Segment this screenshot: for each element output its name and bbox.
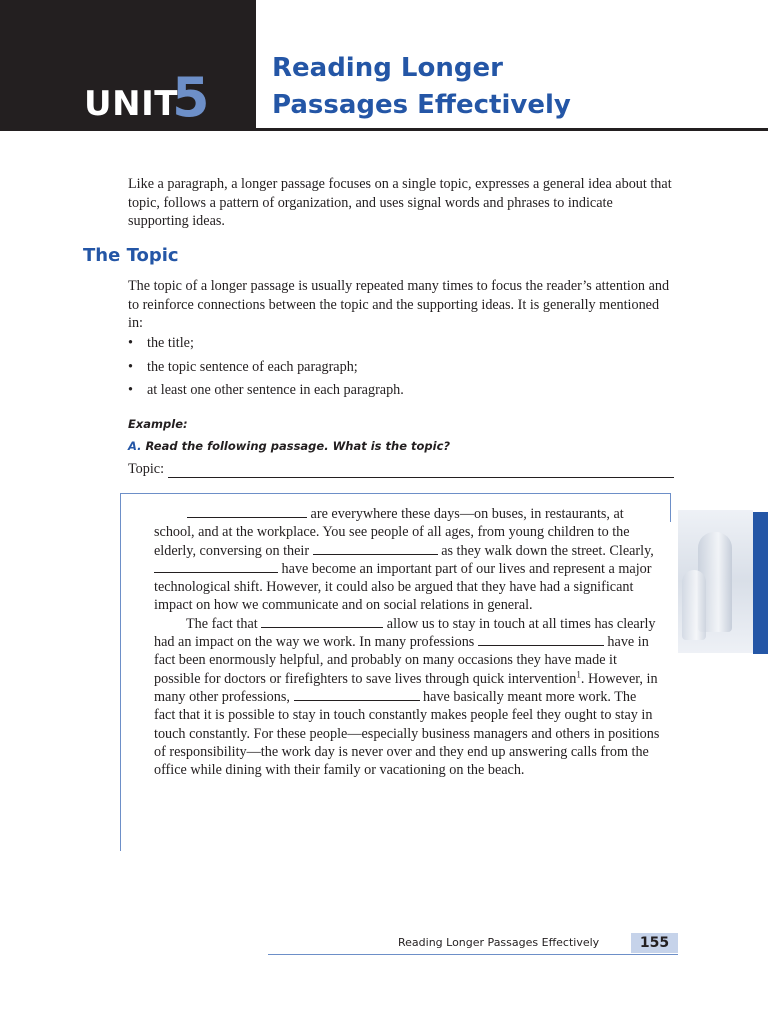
topic-paragraph: The topic of a longer passage is usually repeated many times to focus the reader’s attention and to reinforce connections between the topic and the supporting ideas. It is generally mentioned in: [128, 278, 670, 331]
list-item: • at least one other sentence in each paragraph. [128, 382, 404, 398]
chess-piece [682, 570, 706, 640]
passage-blank[interactable] [478, 633, 604, 646]
topic-blank[interactable] [168, 463, 674, 478]
passage-blank[interactable] [154, 560, 278, 573]
passage-paragraph-1: are everywhere these days—on buses, in restaurants, at school, and at the workplace. You see people of all ages, from young children to the elderly, conversing on their as they walk down the street. Clearly, have become an important part of our lives and represent a major technological shift. However, it could also be argued that they have had a significant impact on how we communicate and on social relations in general. [154, 506, 654, 614]
topic-bullet-list [128, 334, 676, 405]
passage-blank[interactable] [313, 542, 438, 555]
footnote-marker: 1 [576, 668, 581, 679]
example-label: Example: [128, 417, 188, 431]
unit-header-block [0, 0, 256, 131]
page-title [272, 50, 571, 124]
list-item: • the title; [128, 335, 194, 351]
bullet-dot-icon: • [128, 335, 133, 351]
side-tab [753, 512, 768, 654]
bullet-dot-icon: • [128, 358, 133, 375]
exercise-instruction-text: Read the following passage. What is the topic? [145, 439, 451, 453]
unit-number: 5 [172, 66, 210, 129]
footer-rule [268, 954, 678, 955]
title-rule [256, 128, 768, 131]
passage-blank[interactable] [187, 505, 307, 518]
page-number: 155 [631, 933, 678, 953]
intro-paragraph: Like a paragraph, a longer passage focuses on a single topic, expresses a general idea about that topic, follows a pattern of organization, and uses signal words and phrases to indicate supporting ideas. [128, 176, 672, 229]
passage-blank[interactable] [294, 688, 420, 701]
exercise-instruction [128, 439, 450, 453]
running-footer-title: Reading Longer Passages Effectively [398, 936, 600, 949]
page-title-line-2: Passages Effectively [272, 90, 571, 120]
unit-label: UNIT [84, 84, 178, 124]
exercise-letter: A. [128, 439, 142, 453]
passage-blank[interactable] [261, 615, 383, 628]
passage-paragraph-2: The fact that allow us to stay in touch at all times has clearly had an impact on the way we work. In many professions have in fact been enormously helpful, and probably on many occasions they have made it possible for doctors or firefighters to save lives through quick intervention$^1$. However, in many other professions, have basically meant more work. The fact that it is possible to stay in touch constantly makes people feel they ought to stay in touch constantly. For these people—especially business managers and others in positions of responsibility—the work day is never over and they end up answering calls from the office while dining with their family or vacationing on the beach. [154, 615, 660, 779]
topic-label: Topic: [128, 461, 165, 477]
reading-passage [154, 505, 660, 779]
page-title-line-1: Reading Longer [272, 53, 503, 83]
section-heading: The Topic [83, 245, 179, 266]
list-item: • the topic sentence of each paragraph; [128, 358, 358, 375]
bullet-dot-icon: • [128, 382, 133, 398]
chess-pieces-photo-icon [678, 510, 753, 653]
topic-answer-line [128, 461, 674, 478]
